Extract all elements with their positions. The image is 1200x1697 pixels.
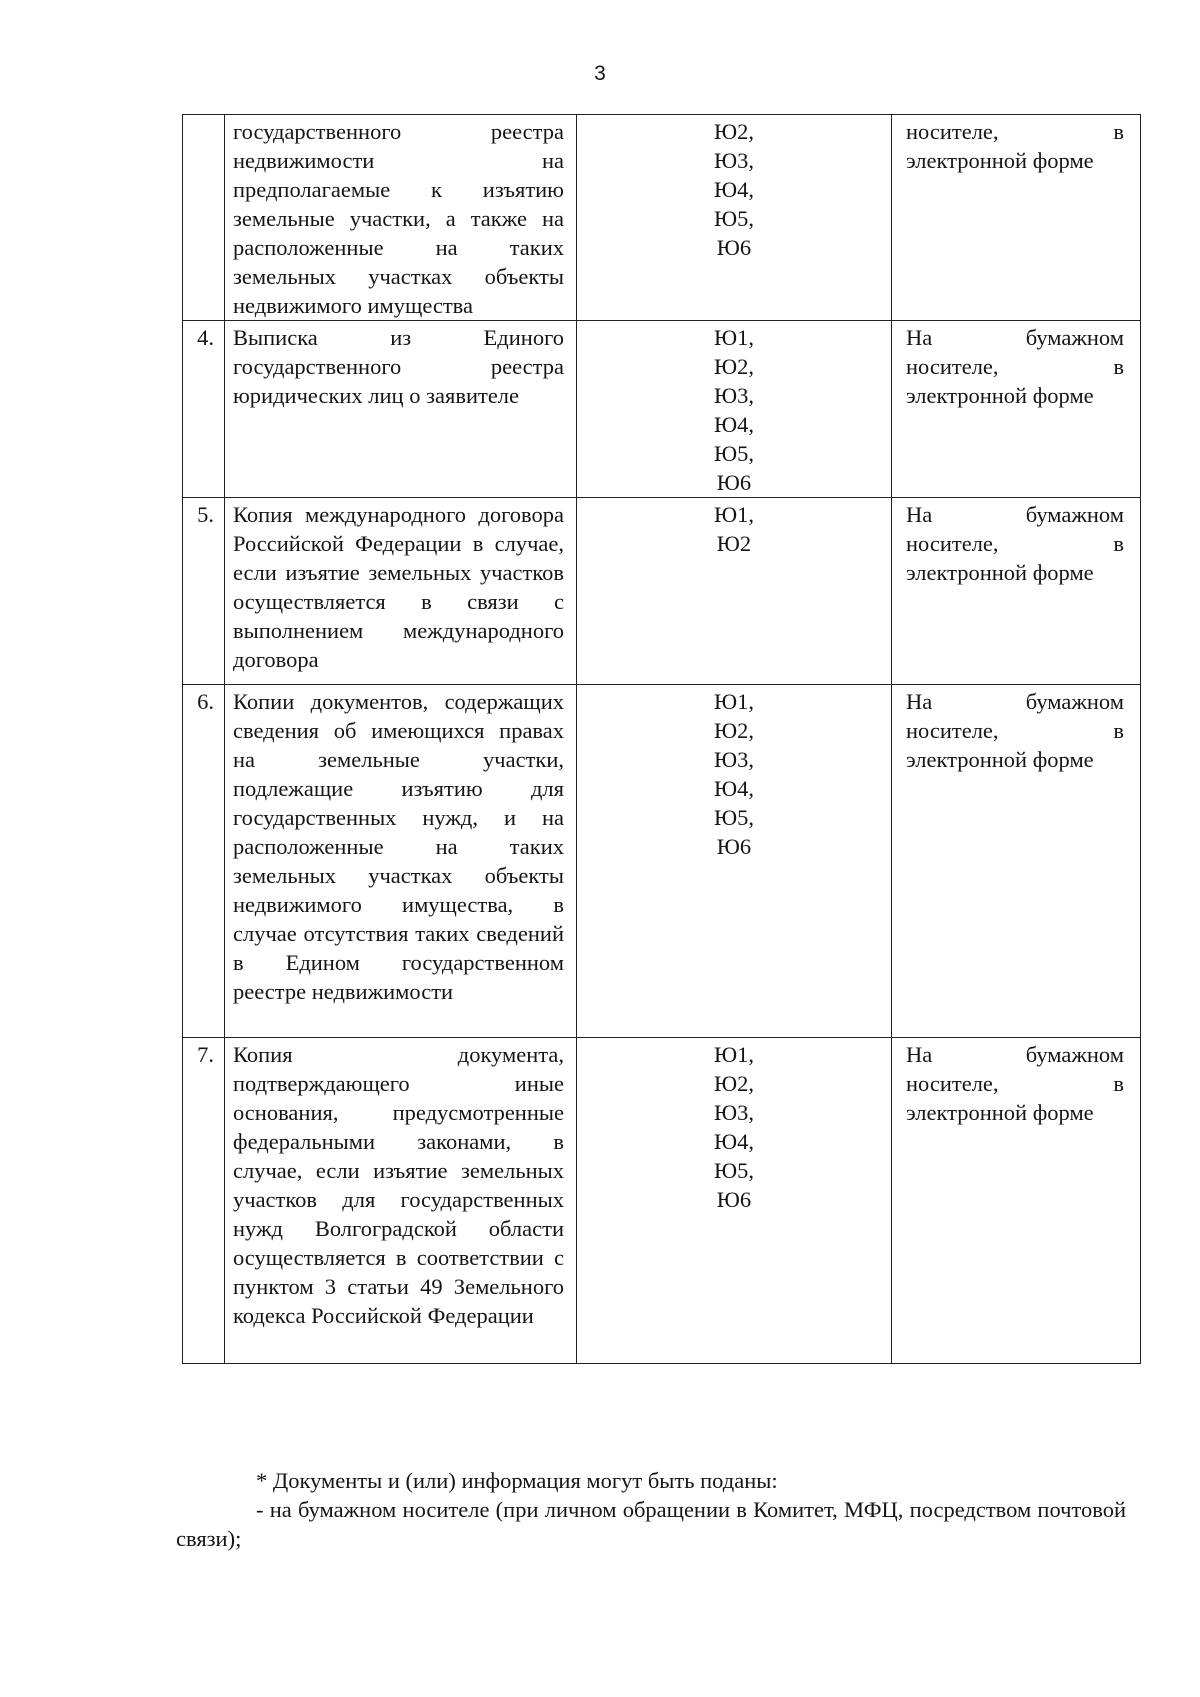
footnote-item-paper: - на бумажном носителе (при личном обращении в Комитет, МФЦ, посредством почтовой связи); (176, 1497, 1126, 1551)
submission-form-line: электронной форме (906, 1100, 1094, 1125)
applicant-code: Ю2, (713, 354, 754, 379)
submission-form-line: носителе, в (906, 119, 1124, 144)
document-name: Копия документа, подтверждающего иные основания, предусмотренные федеральными законами, в случае, если изъятие земельных участков для государственных нужд Волгоградской области осуществляется в соответствии с пунктом 3 статьи 49 Земельного кодекса Российской Федерации (225, 1038, 577, 1364)
document-name: Копия международного договора Российской Федерации в случае, если изъятие земельных участков осуществляется в связи с выполнением международного договора (225, 498, 577, 685)
document-name: Копии документов, содержащих сведения об имеющихся правах на земельные участки, подлежащие изъятию для государственных нужд, и на расположенные на таких земельных участках объекты недвижимого имущества, в случае отсутствия таких сведений в Едином государственном реестре недвижимости (225, 685, 577, 1038)
document-name: государственного реестра недвижимости на предполагаемые к изъятию земельные участки, а также на расположенные на таких земельных участках объекты недвижимого имущества (225, 115, 577, 321)
applicant-code: Ю5, (713, 805, 754, 830)
document-name: Выписка из Единого государственного реестра юридических лиц о заявителе (225, 321, 577, 498)
submission-form-line: На бумажном (906, 1042, 1124, 1067)
applicant-code: Ю6 (716, 470, 752, 495)
submission-form-line: носителе, в (906, 531, 1124, 556)
applicant-code: Ю1, (713, 325, 754, 350)
applicant-code: Ю3, (713, 747, 754, 772)
applicant-code: Ю2 (716, 531, 752, 556)
applicant-code: Ю6 (716, 1187, 752, 1212)
applicant-code: Ю4, (713, 776, 754, 801)
applicant-codes (577, 1038, 892, 1364)
applicant-code: Ю4, (713, 1129, 754, 1154)
documents-table-body (183, 115, 1141, 1364)
row-number: 5. (183, 498, 225, 685)
submission-form-line: На бумажном (906, 689, 1124, 714)
page-number: 3 (594, 62, 606, 85)
applicant-codes (577, 498, 892, 685)
table-row (183, 115, 1141, 321)
submission-form (892, 498, 1141, 685)
applicant-code: Ю1, (713, 1042, 754, 1067)
applicant-code: Ю2, (713, 119, 754, 144)
applicant-code: Ю5, (713, 441, 754, 466)
submission-form-line: На бумажном (906, 325, 1124, 350)
row-number: 6. (183, 685, 225, 1038)
submission-form (892, 685, 1141, 1038)
table-row (183, 498, 1141, 685)
applicant-code: Ю1, (713, 689, 754, 714)
applicant-code: Ю2, (713, 718, 754, 743)
applicant-code: Ю3, (713, 1100, 754, 1125)
row-number (183, 115, 225, 321)
submission-form (892, 115, 1141, 321)
applicant-codes (577, 685, 892, 1038)
submission-form (892, 321, 1141, 498)
applicant-code: Ю5, (713, 206, 754, 231)
row-number: 4. (183, 321, 225, 498)
submission-form-line: носителе, в (906, 354, 1124, 379)
applicant-code: Ю6 (716, 235, 752, 260)
table-row (183, 685, 1141, 1038)
submission-form-line: носителе, в (906, 718, 1124, 743)
submission-form (892, 1038, 1141, 1364)
row-number: 7. (183, 1038, 225, 1364)
applicant-codes (577, 321, 892, 498)
submission-form-line: электронной форме (906, 747, 1094, 772)
submission-form-line: электронной форме (906, 560, 1094, 585)
documents-table (182, 114, 1141, 1364)
applicant-code: Ю1, (713, 502, 754, 527)
applicant-code: Ю4, (713, 412, 754, 437)
applicant-code: Ю4, (713, 177, 754, 202)
submission-form-line: электронной форме (906, 383, 1094, 408)
applicant-code: Ю3, (713, 148, 754, 173)
submission-form-line: На бумажном (906, 502, 1124, 527)
table-row (183, 1038, 1141, 1364)
submission-form-line: носителе, в (906, 1071, 1124, 1096)
applicant-code: Ю2, (713, 1071, 754, 1096)
applicant-code: Ю3, (713, 383, 754, 408)
applicant-code: Ю6 (716, 834, 752, 859)
applicant-codes (577, 115, 892, 321)
table-row (183, 321, 1141, 498)
footnote-title: * Документы и (или) информация могут быть поданы: (256, 1468, 778, 1493)
submission-form-line: электронной форме (906, 148, 1094, 173)
applicant-code: Ю5, (713, 1158, 754, 1183)
